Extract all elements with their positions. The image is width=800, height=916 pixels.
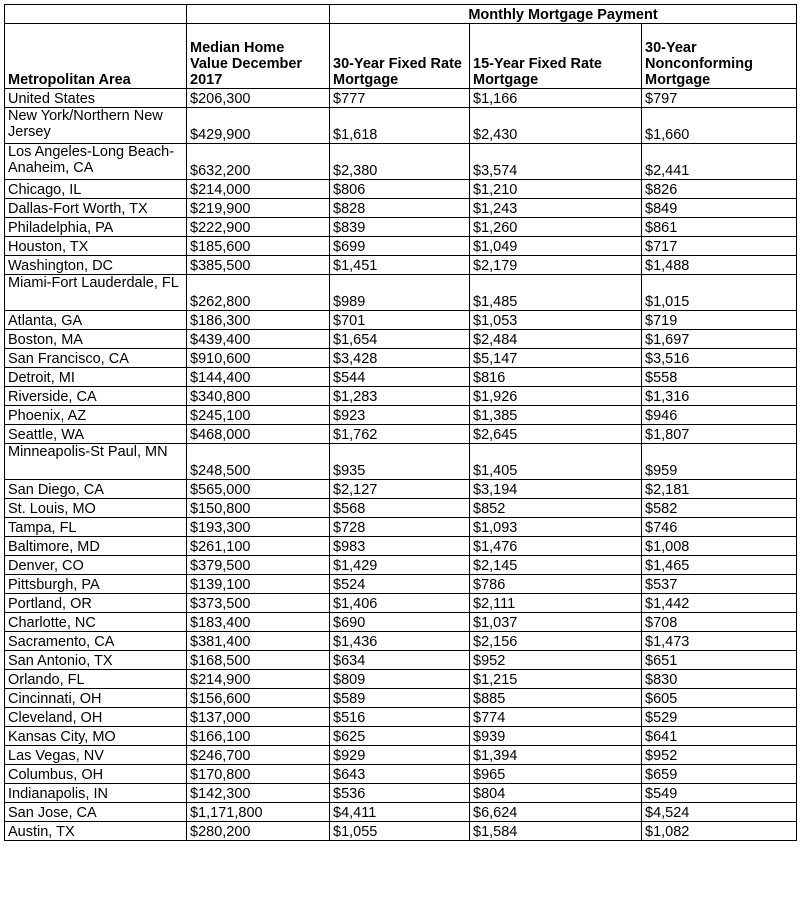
mortgage-table-container [4,4,797,841]
table-cell-15yr-fixed: $804 [470,784,642,803]
table-cell-15yr-fixed: $2,430 [470,108,642,144]
table-cell-15yr-fixed: $1,049 [470,237,642,256]
table-cell-15yr-fixed: $2,145 [470,556,642,575]
table-cell-metro-area: Atlanta, GA [5,311,187,330]
table-cell-30yr-fixed: $1,055 [330,822,470,841]
table-row [5,108,797,144]
table-row [5,632,797,651]
table-cell-metro-area: Pittsburgh, PA [5,575,187,594]
table-row [5,349,797,368]
table-cell-metro-area: San Francisco, CA [5,349,187,368]
table-cell-median-value: $183,400 [187,613,330,632]
table-row [5,330,797,349]
table-body [5,89,797,841]
table-cell-metro-area: Las Vegas, NV [5,746,187,765]
table-cell-median-value: $379,500 [187,556,330,575]
table-cell-median-value: $246,700 [187,746,330,765]
table-cell-30yr-nonconforming: $1,488 [642,256,797,275]
table-cell-30yr-nonconforming: $1,442 [642,594,797,613]
table-cell-15yr-fixed: $965 [470,765,642,784]
table-cell-metro-area: San Jose, CA [5,803,187,822]
table-cell-15yr-fixed: $1,093 [470,518,642,537]
table-cell-median-value: $245,100 [187,406,330,425]
table-cell-15yr-fixed: $952 [470,651,642,670]
table-cell-median-value: $186,300 [187,311,330,330]
table-cell-15yr-fixed: $2,645 [470,425,642,444]
table-cell-15yr-fixed: $2,111 [470,594,642,613]
table-cell-metro-area: Sacramento, CA [5,632,187,651]
table-cell-15yr-fixed: $5,147 [470,349,642,368]
table-cell-metro-area: Kansas City, MO [5,727,187,746]
table-cell-metro-area: Cleveland, OH [5,708,187,727]
table-row [5,518,797,537]
table-row [5,387,797,406]
table-cell-30yr-fixed: $923 [330,406,470,425]
table-cell-median-value: $214,900 [187,670,330,689]
table-cell-median-value: $280,200 [187,822,330,841]
table-cell-30yr-nonconforming: $1,697 [642,330,797,349]
table-cell-median-value: $168,500 [187,651,330,670]
table-cell-15yr-fixed: $1,584 [470,822,642,841]
table-cell-30yr-nonconforming: $959 [642,444,797,480]
table-cell-15yr-fixed: $1,166 [470,89,642,108]
table-row [5,180,797,199]
table-cell-15yr-fixed: $1,926 [470,387,642,406]
table-cell-15yr-fixed: $1,215 [470,670,642,689]
table-cell-metro-area: Riverside, CA [5,387,187,406]
table-cell-15yr-fixed: $1,476 [470,537,642,556]
table-cell-metro-area: Charlotte, NC [5,613,187,632]
table-cell-30yr-fixed: $634 [330,651,470,670]
table-row [5,256,797,275]
table-row [5,613,797,632]
table-cell-30yr-fixed: $1,654 [330,330,470,349]
table-cell-30yr-fixed: $1,429 [330,556,470,575]
table-cell-median-value: $166,100 [187,727,330,746]
table-cell-median-value: $381,400 [187,632,330,651]
column-header-30yr-nonconforming: 30-Year Nonconforming Mortgage [642,24,797,89]
table-cell-30yr-fixed: $625 [330,727,470,746]
table-cell-15yr-fixed: $1,037 [470,613,642,632]
table-cell-30yr-fixed: $2,127 [330,480,470,499]
table-row [5,746,797,765]
table-cell-30yr-fixed: $690 [330,613,470,632]
table-cell-30yr-fixed: $806 [330,180,470,199]
column-header-30yr-fixed: 30-Year Fixed Rate Mortgage [330,24,470,89]
table-cell-30yr-fixed: $589 [330,689,470,708]
table-row [5,199,797,218]
table-cell-metro-area: United States [5,89,187,108]
table-cell-median-value: $373,500 [187,594,330,613]
table-cell-15yr-fixed: $3,574 [470,144,642,180]
table-cell-metro-area: Orlando, FL [5,670,187,689]
table-cell-30yr-nonconforming: $1,465 [642,556,797,575]
table-cell-metro-area: Phoenix, AZ [5,406,187,425]
table-cell-metro-area: Dallas-Fort Worth, TX [5,199,187,218]
table-cell-median-value: $1,171,800 [187,803,330,822]
table-row [5,575,797,594]
table-cell-30yr-nonconforming: $826 [642,180,797,199]
table-cell-15yr-fixed: $1,243 [470,199,642,218]
table-cell-30yr-fixed: $935 [330,444,470,480]
table-cell-30yr-nonconforming: $746 [642,518,797,537]
table-cell-metro-area: San Antonio, TX [5,651,187,670]
table-cell-30yr-nonconforming: $558 [642,368,797,387]
table-cell-15yr-fixed: $1,485 [470,275,642,311]
table-cell-median-value: $185,600 [187,237,330,256]
table-row [5,368,797,387]
table-cell-15yr-fixed: $1,260 [470,218,642,237]
table-cell-30yr-nonconforming: $1,807 [642,425,797,444]
table-cell-metro-area: Indianapolis, IN [5,784,187,803]
table-row [5,444,797,480]
table-row [5,89,797,108]
table-cell-30yr-fixed: $544 [330,368,470,387]
table-cell-metro-area: Detroit, MI [5,368,187,387]
table-cell-median-value: $193,300 [187,518,330,537]
table-cell-30yr-fixed: $1,618 [330,108,470,144]
table-cell-30yr-fixed: $929 [330,746,470,765]
table-cell-15yr-fixed: $2,179 [470,256,642,275]
table-cell-metro-area: Houston, TX [5,237,187,256]
table-cell-metro-area: Portland, OR [5,594,187,613]
column-header-metro-area: Metropolitan Area [5,24,187,89]
table-cell-30yr-fixed: $643 [330,765,470,784]
table-cell-median-value: $170,800 [187,765,330,784]
table-cell-30yr-fixed: $536 [330,784,470,803]
table-cell-30yr-nonconforming: $659 [642,765,797,784]
table-cell-30yr-fixed: $516 [330,708,470,727]
table-row [5,594,797,613]
table-row [5,218,797,237]
table-cell-30yr-fixed: $1,762 [330,425,470,444]
table-cell-median-value: $139,100 [187,575,330,594]
table-cell-median-value: $340,800 [187,387,330,406]
table-row [5,651,797,670]
table-cell-15yr-fixed: $1,053 [470,311,642,330]
table-cell-median-value: $144,400 [187,368,330,387]
table-cell-15yr-fixed: $774 [470,708,642,727]
table-cell-30yr-nonconforming: $651 [642,651,797,670]
table-cell-median-value: $156,600 [187,689,330,708]
table-cell-metro-area: Minneapolis-St Paul, MN [5,444,187,480]
table-cell-15yr-fixed: $2,156 [470,632,642,651]
table-row [5,708,797,727]
table-cell-30yr-nonconforming: $708 [642,613,797,632]
table-row [5,537,797,556]
table-cell-metro-area: Austin, TX [5,822,187,841]
table-cell-30yr-fixed: $989 [330,275,470,311]
table-cell-metro-area: Cincinnati, OH [5,689,187,708]
table-cell-median-value: $137,000 [187,708,330,727]
table-cell-30yr-fixed: $1,283 [330,387,470,406]
table-row [5,425,797,444]
table-row [5,670,797,689]
column-header-row [5,24,797,89]
table-cell-30yr-fixed: $1,451 [330,256,470,275]
table-cell-median-value: $222,900 [187,218,330,237]
table-cell-median-value: $142,300 [187,784,330,803]
table-cell-30yr-nonconforming: $719 [642,311,797,330]
table-cell-30yr-nonconforming: $537 [642,575,797,594]
table-cell-30yr-fixed: $568 [330,499,470,518]
table-cell-15yr-fixed: $1,385 [470,406,642,425]
table-cell-metro-area: Boston, MA [5,330,187,349]
table-cell-30yr-fixed: $4,411 [330,803,470,822]
table-cell-30yr-nonconforming: $1,082 [642,822,797,841]
table-cell-30yr-nonconforming: $1,008 [642,537,797,556]
mortgage-payment-table [4,4,797,841]
table-row [5,499,797,518]
table-cell-median-value: $385,500 [187,256,330,275]
table-cell-metro-area: Baltimore, MD [5,537,187,556]
table-cell-metro-area: Philadelphia, PA [5,218,187,237]
table-cell-median-value: $248,500 [187,444,330,480]
table-cell-15yr-fixed: $852 [470,499,642,518]
table-cell-30yr-nonconforming: $641 [642,727,797,746]
table-cell-30yr-nonconforming: $830 [642,670,797,689]
table-cell-15yr-fixed: $1,394 [470,746,642,765]
table-cell-15yr-fixed: $816 [470,368,642,387]
monthly-payment-group-header: Monthly Mortgage Payment [330,5,797,24]
column-header-median-value: Median Home Value December 2017 [187,24,330,89]
table-row [5,144,797,180]
table-cell-30yr-fixed: $777 [330,89,470,108]
table-cell-15yr-fixed: $786 [470,575,642,594]
table-cell-30yr-nonconforming: $4,524 [642,803,797,822]
table-cell-30yr-nonconforming: $849 [642,199,797,218]
table-cell-15yr-fixed: $1,405 [470,444,642,480]
table-cell-30yr-nonconforming: $549 [642,784,797,803]
table-cell-30yr-fixed: $1,436 [330,632,470,651]
table-cell-30yr-nonconforming: $952 [642,746,797,765]
table-cell-30yr-nonconforming: $797 [642,89,797,108]
table-cell-median-value: $261,100 [187,537,330,556]
table-row [5,275,797,311]
blank-header-cell [187,5,330,24]
table-cell-30yr-nonconforming: $3,516 [642,349,797,368]
table-cell-30yr-nonconforming: $1,015 [642,275,797,311]
table-cell-30yr-fixed: $809 [330,670,470,689]
table-cell-15yr-fixed: $939 [470,727,642,746]
table-cell-median-value: $214,000 [187,180,330,199]
table-row [5,311,797,330]
table-cell-30yr-nonconforming: $861 [642,218,797,237]
table-cell-30yr-nonconforming: $1,473 [642,632,797,651]
table-row [5,556,797,575]
table-cell-metro-area: San Diego, CA [5,480,187,499]
table-cell-30yr-fixed: $3,428 [330,349,470,368]
table-cell-metro-area: St. Louis, MO [5,499,187,518]
table-cell-metro-area: Chicago, IL [5,180,187,199]
table-row [5,237,797,256]
table-cell-30yr-nonconforming: $582 [642,499,797,518]
table-cell-30yr-fixed: $1,406 [330,594,470,613]
table-cell-median-value: $206,300 [187,89,330,108]
table-cell-metro-area: Washington, DC [5,256,187,275]
table-row [5,784,797,803]
table-cell-30yr-fixed: $699 [330,237,470,256]
table-row [5,406,797,425]
table-cell-15yr-fixed: $2,484 [470,330,642,349]
table-row [5,689,797,708]
blank-header-cell [5,5,187,24]
table-cell-30yr-nonconforming: $1,316 [642,387,797,406]
table-row [5,727,797,746]
table-cell-metro-area: Miami-Fort Lauderdale, FL [5,275,187,311]
table-cell-30yr-fixed: $2,380 [330,144,470,180]
table-row [5,822,797,841]
table-row [5,803,797,822]
table-cell-metro-area: Columbus, OH [5,765,187,784]
table-cell-median-value: $439,400 [187,330,330,349]
table-cell-metro-area: New York/Northern New Jersey [5,108,187,144]
table-cell-30yr-nonconforming: $529 [642,708,797,727]
table-cell-median-value: $262,800 [187,275,330,311]
table-cell-median-value: $632,200 [187,144,330,180]
table-cell-median-value: $910,600 [187,349,330,368]
table-cell-30yr-nonconforming: $2,441 [642,144,797,180]
table-cell-metro-area: Los Angeles-Long Beach-Anaheim, CA [5,144,187,180]
table-cell-30yr-fixed: $839 [330,218,470,237]
table-cell-metro-area: Tampa, FL [5,518,187,537]
table-cell-30yr-fixed: $983 [330,537,470,556]
table-cell-median-value: $565,000 [187,480,330,499]
table-row [5,765,797,784]
table-cell-30yr-nonconforming: $717 [642,237,797,256]
table-cell-15yr-fixed: $1,210 [470,180,642,199]
table-cell-median-value: $468,000 [187,425,330,444]
table-cell-median-value: $219,900 [187,199,330,218]
table-cell-30yr-fixed: $728 [330,518,470,537]
table-cell-metro-area: Seattle, WA [5,425,187,444]
table-cell-metro-area: Denver, CO [5,556,187,575]
table-cell-30yr-nonconforming: $605 [642,689,797,708]
table-cell-30yr-nonconforming: $2,181 [642,480,797,499]
group-header-row [5,5,797,24]
table-cell-15yr-fixed: $3,194 [470,480,642,499]
table-cell-30yr-fixed: $701 [330,311,470,330]
table-cell-15yr-fixed: $885 [470,689,642,708]
table-cell-median-value: $150,800 [187,499,330,518]
table-cell-30yr-fixed: $828 [330,199,470,218]
column-header-15yr-fixed: 15-Year Fixed Rate Mortgage [470,24,642,89]
table-cell-30yr-fixed: $524 [330,575,470,594]
table-cell-15yr-fixed: $6,624 [470,803,642,822]
table-cell-median-value: $429,900 [187,108,330,144]
table-cell-30yr-nonconforming: $946 [642,406,797,425]
table-row [5,480,797,499]
table-cell-30yr-nonconforming: $1,660 [642,108,797,144]
